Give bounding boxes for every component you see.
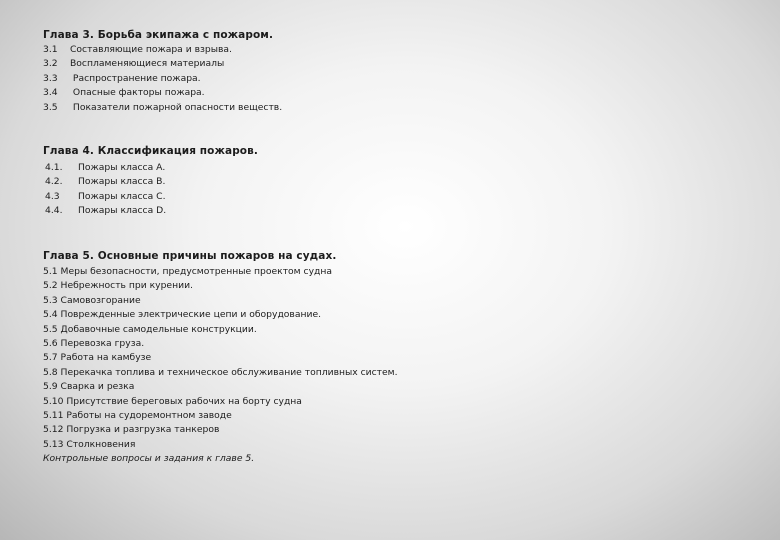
chapter-5-sections: [43, 265, 398, 466]
section-item-4-2: [43, 175, 166, 189]
section-item-5-3: 5.3 Самовозгорание: [43, 294, 141, 306]
section-number: 3.4: [43, 87, 58, 99]
section-item-5-7: 5.7 Работа на камбузе: [43, 352, 152, 364]
chapter-4-sections: [43, 161, 166, 219]
section-item-4-1: [43, 161, 166, 175]
section-item-5-13: 5.13 Столкновения: [43, 438, 136, 450]
section-item-5-9: 5.9 Сварка и резка: [43, 381, 135, 393]
section-item-5-2: 5.2 Небрежность при курении.: [43, 280, 193, 292]
section-item-5-1: 5.1 Меры безопасности, предусмотренные проектом судна: [43, 266, 332, 277]
section-item-5-12: 5.12 Погрузка и разгрузка танкеров: [43, 424, 220, 436]
section-number: 3.5: [43, 101, 58, 113]
section-text: Пожары класса D.: [78, 205, 167, 217]
section-number: 4.4.: [45, 205, 63, 217]
chapter-5-title: Глава 5. Основные причины пожаров на судах.: [43, 250, 337, 262]
section-item-5-6: 5.6 Перевозка груза.: [43, 337, 145, 349]
section-number: 4.3: [45, 190, 60, 202]
section-item-4-4: [43, 204, 166, 218]
section-text: Воспламеняющиеся материалы: [70, 58, 225, 70]
section-number: 4.2.: [45, 176, 63, 188]
section-item-5-4: 5.4 Поврежденные электрические цепи и оборудование.: [43, 309, 322, 321]
section-item-3-3: [43, 72, 282, 86]
section-text: Распространение пожара.: [70, 72, 201, 84]
section-item-3-4: [43, 86, 282, 100]
section-item-4-3: [43, 190, 166, 204]
section-number: 3.2: [43, 58, 58, 70]
section-text: Пожары класса А.: [78, 162, 166, 173]
chapter-4-title: Глава 4. Классификация пожаров.: [43, 145, 258, 157]
section-item-5-8: 5.8 Перекачка топлива и техническое обслуживание топливных систем.: [43, 366, 398, 378]
section-item-5-11: 5.11 Работы на судоремонтном заводе: [43, 409, 232, 421]
section-number: 3.1: [43, 44, 58, 55]
chapter-5-questions: Контрольные вопросы и задания к главе 5.: [43, 453, 255, 465]
section-item-5-5: 5.5 Добавочные самодельные конструкции.: [43, 323, 257, 335]
section-number: 4.1.: [45, 162, 63, 173]
section-item-3-2: [43, 57, 282, 71]
section-text: Пожары класса В.: [78, 176, 166, 188]
section-item-3-5: [43, 101, 282, 115]
section-text: Пожары класса С.: [78, 190, 166, 202]
section-number: 3.3: [43, 72, 58, 84]
section-item-3-1: [43, 43, 282, 57]
section-item-5-10: 5.10 Присутствие береговых рабочих на борту судна: [43, 395, 302, 407]
chapter-3-sections: [43, 43, 282, 115]
chapter-3-title: Глава 3. Борьба экипажа с пожаром.: [43, 29, 274, 41]
section-text: Опасные факторы пожара.: [70, 87, 205, 99]
section-text: Показатели пожарной опасности веществ.: [70, 101, 283, 113]
section-text: Составляющие пожара и взрыва.: [70, 44, 232, 55]
